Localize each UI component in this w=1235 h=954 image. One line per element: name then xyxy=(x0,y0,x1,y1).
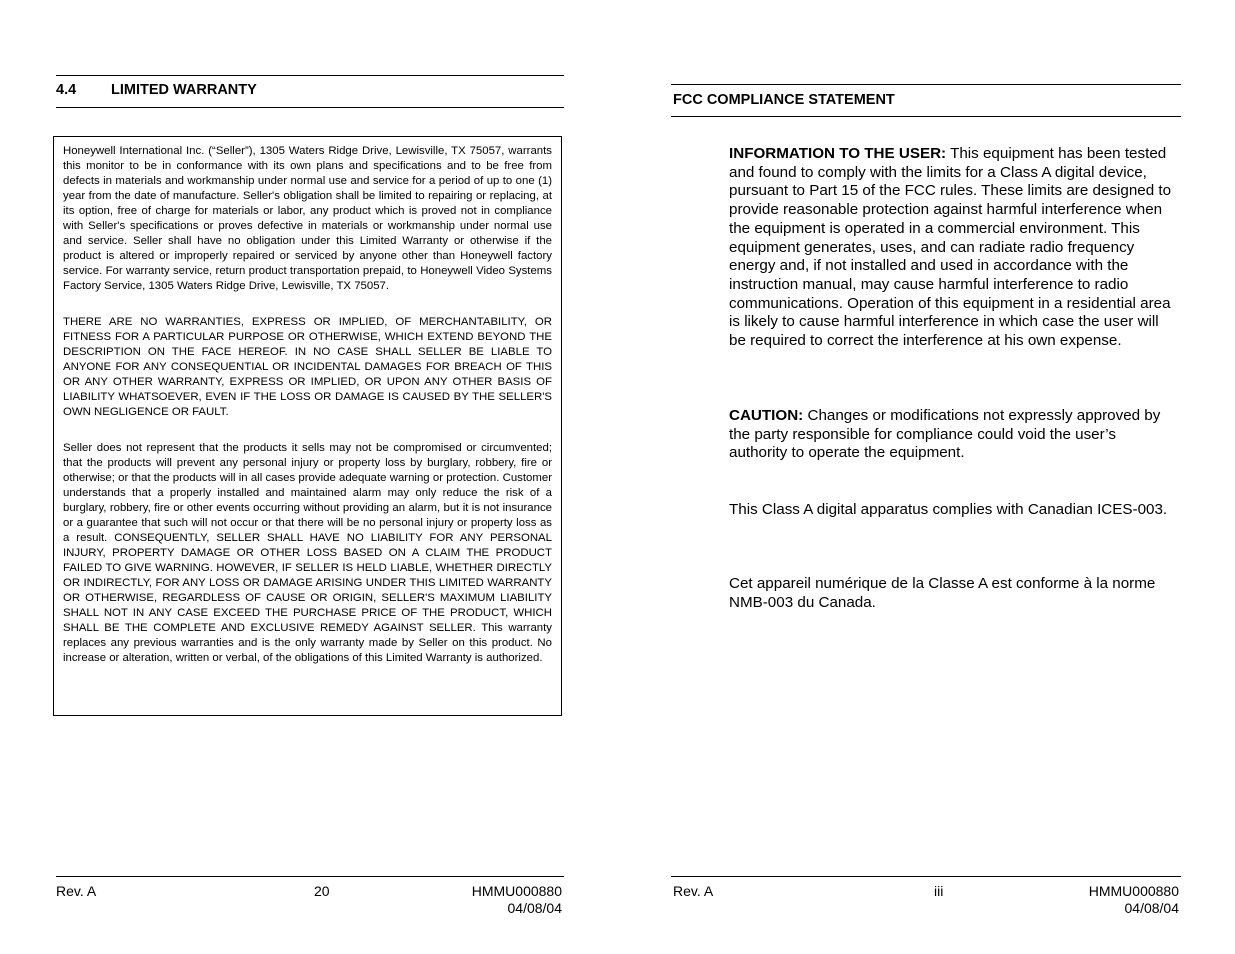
fcc-caution-paragraph xyxy=(729,407,1174,463)
footer-doc-info xyxy=(472,883,562,917)
footer-doc-id: HMMU000880 xyxy=(1088,883,1179,899)
footer-rule xyxy=(56,876,564,877)
footer-doc-id: HMMU000880 xyxy=(471,883,562,899)
canada-english-paragraph: This Class A digital apparatus complies with Canadian ICES-003. xyxy=(729,501,1168,518)
section-title: LIMITED WARRANTY xyxy=(111,82,257,98)
footer-rev: Rev. A xyxy=(56,883,97,899)
right-page xyxy=(671,0,1181,954)
warranty-disclaimer-paragraph: THERE ARE NO WARRANTIES, EXPRESS OR IMPLIED, OF MERCHANTABILITY, OR FITNESS FOR A PARTICULAR PURPOSE OR OTHERWISE, WHICH EXTEND BEYOND THE DESCRIPTION ON THE FACE HEREOF. IN NO CASE SHALL SELLER BE LIABLE TO ANYONE FOR ANY CONSEQUENTIAL OR INCIDENTAL DAMAGES FOR BREACH OF THIS OR ANY OTHER WARRANTY, EXPRESS OR IMPLIED, OR UPON ANY OTHER BASIS OF LIABILITY WHATSOEVER, EVEN IF THE LOSS OR DAMAGE IS CAUSED BY THE SELLER'S OWN NEGLIGENCE OR FAULT. xyxy=(63,316,552,418)
info-text: This equipment has been tested and found to comply with the limits for a Class A digital device, pursuant to Part 15 of the FCC rules. These limits are designed to provide reasonable protection against harmful interference when the equipment is operated in a commercial environment. This equipment generates, uses, and can radiate radio frequency energy and, if not installed and used in accordance with the instruction manual, may cause harmful interference to radio communications. Operation of this equipment in a residential area is likely to cause harmful interference in which case the user will be required to correct the interference at his own expense. xyxy=(729,145,1172,350)
footer-rev: Rev. A xyxy=(673,883,714,899)
footer-page-number: iii xyxy=(934,883,944,899)
header-bottom-rule xyxy=(56,107,564,108)
section-number: 4.4 xyxy=(56,82,77,98)
header-bottom-rule xyxy=(671,116,1181,117)
left-page xyxy=(56,0,564,954)
canada-french-paragraph: Cet appareil numérique de la Classe A est conforme à la norme NMB-003 du Canada. xyxy=(729,575,1156,611)
header-top-rule xyxy=(56,75,564,76)
footer-date: 04/08/04 xyxy=(1124,900,1179,916)
fcc-information-paragraph xyxy=(729,145,1174,351)
section-title: FCC COMPLIANCE STATEMENT xyxy=(673,92,895,108)
info-label: INFORMATION TO THE USER: xyxy=(729,145,947,162)
header-top-rule xyxy=(671,84,1181,85)
footer-rule xyxy=(671,876,1181,877)
caution-text: Changes or modifications not expressly approved by the party responsible for compliance could void the user’s authority to operate the equipment. xyxy=(729,407,1161,462)
warranty-box xyxy=(53,136,562,716)
caution-label: CAUTION: xyxy=(729,407,804,424)
footer-page-number: 20 xyxy=(314,883,330,899)
footer-doc-info xyxy=(1089,883,1179,917)
warranty-liability-paragraph: Seller does not represent that the products it sells may not be compromised or circumvented; that the products will prevent any personal injury or property loss by burglary, robbery, fire or otherwise; or that the products will in all cases provide adequate warning or protection. Customer understands that a properly installed and maintained alarm may only reduce the risk of a burglary, robbery, fire or other events occurring without providing an alarm, but it is not insurance or a guarantee that such will not occur or that there will be no personal injury or property loss as a result. CONSEQUENTLY, SELLER SHALL HAVE NO LIABILITY FOR ANY PERSONAL INJURY, PROPERTY DAMAGE OR OTHER LOSS BASED ON A CLAIM THE PRODUCT FAILED TO GIVE WARNING. HOWEVER, IF SELLER IS HELD LIABLE, WHETHER DIRECTLY OR INDIRECTLY, FOR ANY LOSS OR DAMAGE ARISING UNDER THIS LIMITED WARRANTY OR OTHERWISE, REGARDLESS OF CAUSE OR ORIGIN, SELLER'S MAXIMUM LIABILITY SHALL NOT IN ANY CASE EXCEED THE PURCHASE PRICE OF THE PRODUCT, WHICH SHALL BE THE COMPLETE AND EXCLUSIVE REMEDY AGAINST SELLER. This warranty replaces any previous warranties and is the only warranty made by Seller on this product. No increase or alteration, written or verbal, of the obligations of this Limited Warranty is authorized. xyxy=(63,442,552,664)
section-heading xyxy=(56,82,257,98)
warranty-paragraph: Honeywell International Inc. (“Seller”), 1305 Waters Ridge Drive, Lewisville, TX 75057, warrants this monitor to be in conformance with its own plans and specifications and to be free from defects in materials and workmanship under normal use and service for a period of up to one (1) year from the date of manufacture. Seller's obligation shall be limited to repairing or replacing, at its option, free of charge for materials or labor, any product which is proved not in compliance with Seller's specifications or proves defective in materials or workmanship under normal use and service. Seller shall have no obligation under this Limited Warranty or otherwise if the product is altered or improperly repaired or serviced by anyone other than Honeywell factory service. For warranty service, return product transportation prepaid, to Honeywell Video Systems Factory Service, 1305 Waters Ridge Drive, Lewisville, TX 75057. xyxy=(63,145,552,292)
footer-date: 04/08/04 xyxy=(507,900,562,916)
